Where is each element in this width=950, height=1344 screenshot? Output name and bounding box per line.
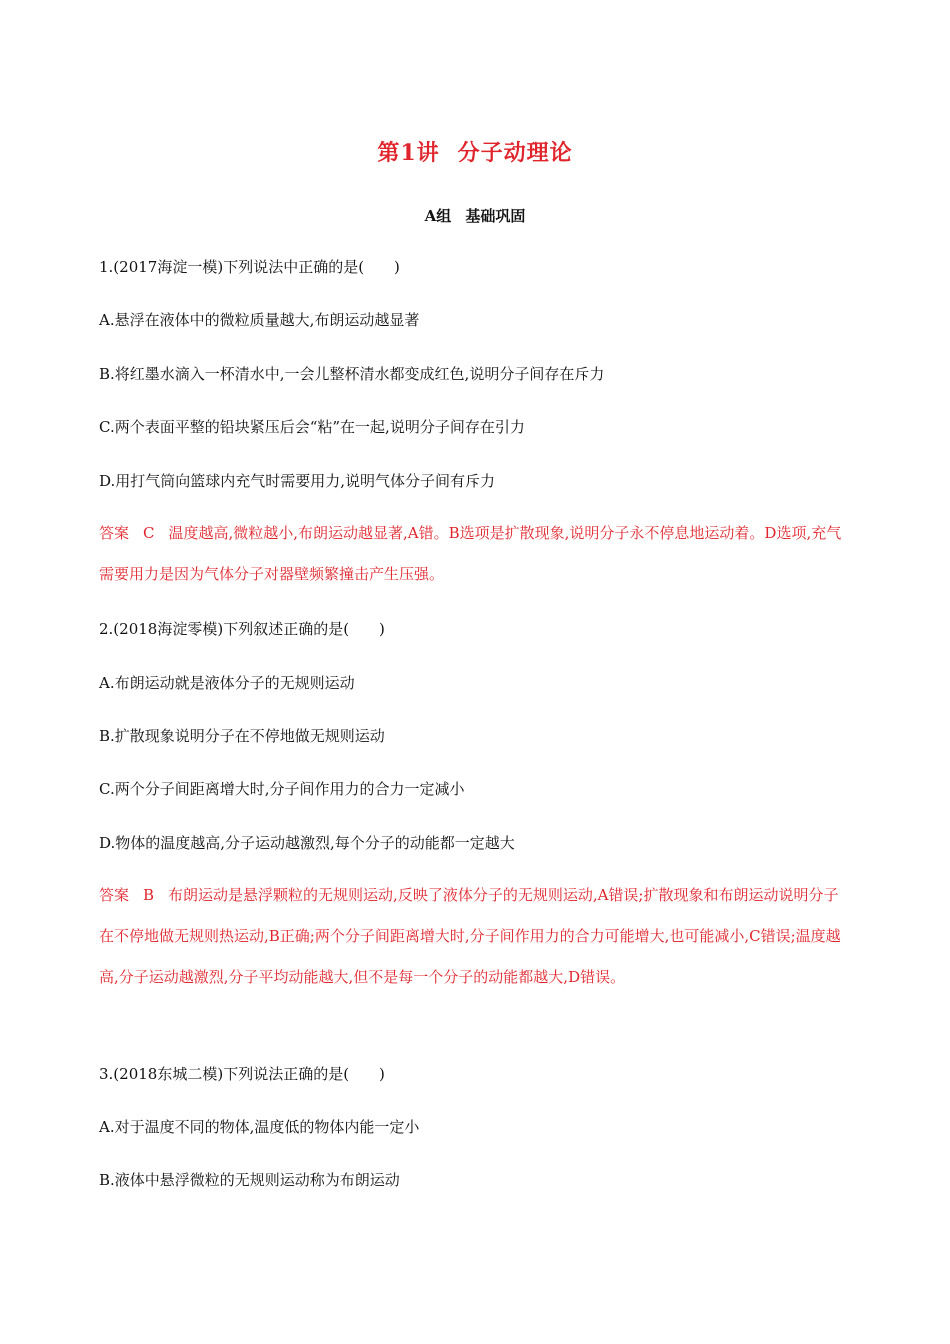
question-1-option-c: C.两个表面平整的铅块紧压后会“粘”在一起,说明分子间存在引力 [99,418,525,436]
question-2-option-c: C.两个分子间距离增大时,分子间作用力的合力一定减小 [99,780,465,798]
question-1-answer [99,513,851,595]
question-2-option-d: D.物体的温度越高,分子运动越激烈,每个分子的动能都一定越大 [99,834,515,852]
answer-explanation: 温度越高,微粒越小,布朗运动越显著,A错。B选项是扩散现象,说明分子永不停息地运动着。D选项,充气需要用力是因为气体分子对器壁频繁撞击产生压强。 [99,524,842,583]
answer-letter: C [143,524,155,542]
page-title [0,136,950,167]
question-1-option-a: A.悬浮在液体中的微粒质量越大,布朗运动越显著 [99,311,420,329]
question-1-option-b: B.将红墨水滴入一杯清水中,一会儿整杯清水都变成红色,说明分子间存在斥力 [99,365,605,383]
question-2-stem: 2.(2018海淀零模)下列叙述正确的是( ) [99,620,385,638]
section-name: 基础巩固 [465,207,526,225]
question-2-option-b: B.扩散现象说明分子在不停地做无规则运动 [99,727,385,745]
question-2-answer [99,875,851,998]
question-1-option-d: D.用打气筒向篮球内充气时需要用力,说明气体分子间有斥力 [99,472,496,490]
section-group: A组 [424,207,452,225]
answer-letter: B [143,886,155,904]
answer-label: 答案 [99,886,130,904]
lecture-number: 第1讲 [377,140,440,166]
answer-label: 答案 [99,524,130,542]
lecture-title: 分子动理论 [457,140,573,166]
question-3-option-b: B.液体中悬浮微粒的无规则运动称为布朗运动 [99,1171,400,1189]
section-heading [0,205,950,226]
question-3-stem: 3.(2018东城二模)下列说法正确的是( ) [99,1065,385,1083]
question-2-option-a: A.布朗运动就是液体分子的无规则运动 [99,674,355,692]
question-1-stem: 1.(2017海淀一模)下列说法中正确的是( ) [99,258,400,276]
answer-explanation: 布朗运动是悬浮颗粒的无规则运动,反映了液体分子的无规则运动,A错误;扩散现象和布朗运动说明分子在不停地做无规则热运动,B正确;两个分子间距离增大时,分子间作用力的合力可能增大,也可能减小,C错误;温度越高,分子运动越激烈,分子平均动能越大,但不是每一个分子的动能都越大,D错误。 [99,886,841,986]
question-3-option-a: A.对于温度不同的物体,温度低的物体内能一定小 [99,1118,420,1136]
